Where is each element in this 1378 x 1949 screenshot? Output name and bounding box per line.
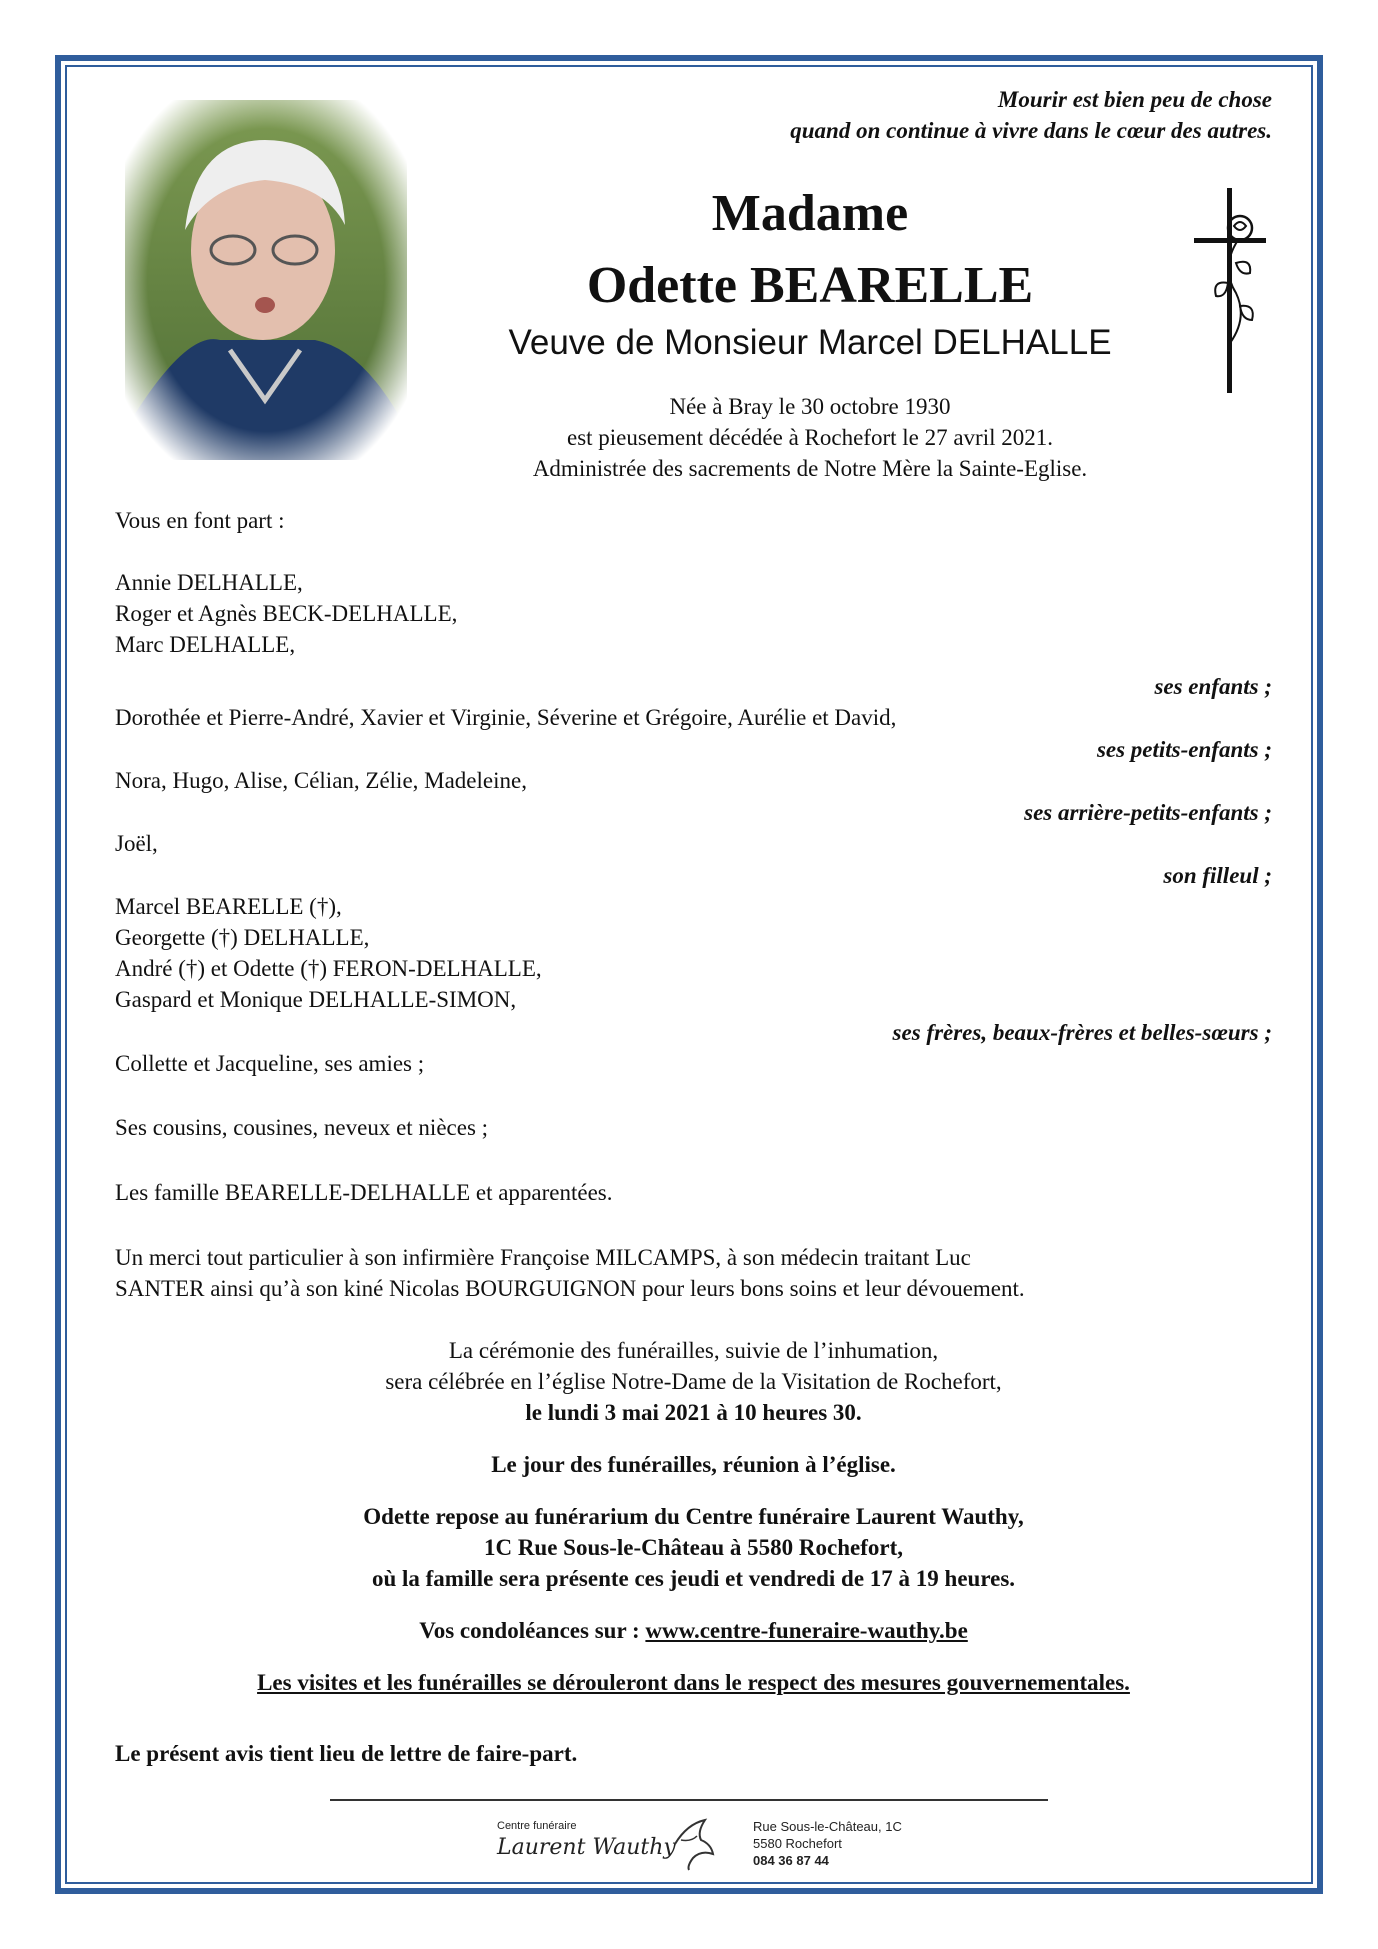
intro: Vous en font part : [115,508,285,533]
great-grandchildren: Nora, Hugo, Alise, Célian, Zélie, Madeleine, [115,768,527,793]
child-2: Roger et Agnès BECK-DELHALLE, [115,601,458,626]
sacraments-line: Administrée des sacrements de Notre Mère la Sainte-Eglise. [532,456,1088,481]
sibling-1: Marcel BEARELLE (†), [115,894,342,919]
portrait-photo [125,100,407,460]
ceremony-date: le lundi 3 mai 2021 à 10 heures 30. [525,1400,862,1425]
sibling-4: Gaspard et Monique DELHALLE-SIMON, [115,987,517,1012]
dove-icon [667,1814,717,1872]
condolences-line [115,1615,1272,1646]
siblings-label: ses frères, beaux-frères et belles-sœurs ; [892,1020,1272,1045]
widow-of: Veuve de Monsieur Marcel DELHALLE [508,323,1112,362]
godson-label: son filleul ; [1163,863,1272,888]
quote-line-2: quand on continue à vivre dans le cœur des autres. [790,118,1272,143]
cousins: Ses cousins, cousines, neveux et nièces ; [115,1115,489,1140]
godson: Joël, [115,831,158,856]
notice-line: Le présent avis tient lieu de lettre de faire-part. [115,1741,578,1766]
ceremony-line-2: sera célébrée en l’église Notre-Dame de la Visitation de Rochefort, [385,1369,1002,1394]
died-line: est pieusement décédée à Rochefort le 27 avril 2021. [566,425,1053,450]
meeting-line: Le jour des funérailles, réunion à l’église. [491,1452,896,1477]
phone-number: 084 36 87 44 [753,1853,829,1868]
children-label: ses enfants ; [1154,674,1272,699]
cross-rose-icon [1190,188,1270,393]
address-line-1: Rue Sous-le-Château, 1C [753,1819,902,1834]
announcement-body [115,505,1272,1304]
child-3: Marc DELHALLE, [115,632,296,657]
friends: Collette et Jacqueline, ses amies ; [115,1051,425,1076]
grandchildren: Dorothée et Pierre-André, Xavier et Virginie, Séverine et Grégoire, Aurélie et David, [115,705,897,730]
title-madame: Madame [711,185,909,242]
quote-line-1: Mourir est bien peu de chose [997,87,1272,112]
condolences-link[interactable]: www.centre-funeraire-wauthy.be [645,1618,968,1643]
great-grandchildren-label: ses arrière-petits-enfants ; [1024,800,1272,825]
address-line-2: 5580 Rochefort [753,1836,842,1851]
grandchildren-label: ses petits-enfants ; [1096,737,1272,762]
sibling-3: André (†) et Odette (†) FERON-DELHALLE, [115,956,542,981]
families: Les famille BEARELLE-DELHALLE et apparentées. [115,1180,613,1205]
thanks-line-1: Un merci tout particulier à son infirmière Françoise MILCAMPS, à son médecin traitant Luc [115,1245,971,1270]
funeral-home-logo [495,1810,925,1874]
ceremony-line-1: La cérémonie des funérailles, suivie de l’inhumation, [448,1338,939,1363]
logo-name: Laurent Wauthy [497,1835,676,1860]
born-line: Née à Bray le 30 octobre 1930 [669,394,951,419]
child-1: Annie DELHALLE, [115,570,303,595]
logo-small-text: Centre funéraire [497,1820,577,1832]
deceased-name: Odette BEARELLE [586,257,1034,314]
footer-divider [330,1799,1048,1801]
rest-line-2: 1C Rue Sous-le-Château à 5580 Rochefort, [483,1535,904,1560]
sibling-2: Georgette (†) DELHALLE, [115,925,370,950]
ceremony-block [115,1335,1272,1698]
measures-line: Les visites et les funérailles se dérouleront dans le respect des mesures gouvernementales. [257,1670,1130,1695]
rest-line-3: où la famille sera présente ces jeudi et vendredi de 17 à 19 heures. [371,1566,1016,1591]
thanks-line-2: SANTER ainsi qu’à son kiné Nicolas BOURGUIGNON pour leurs bons soins et leur dévouement. [115,1276,1025,1301]
condolences-prefix: Vos condoléances sur : [419,1618,646,1643]
rest-line-1: Odette repose au funérarium du Centre funéraire Laurent Wauthy, [363,1504,1024,1529]
